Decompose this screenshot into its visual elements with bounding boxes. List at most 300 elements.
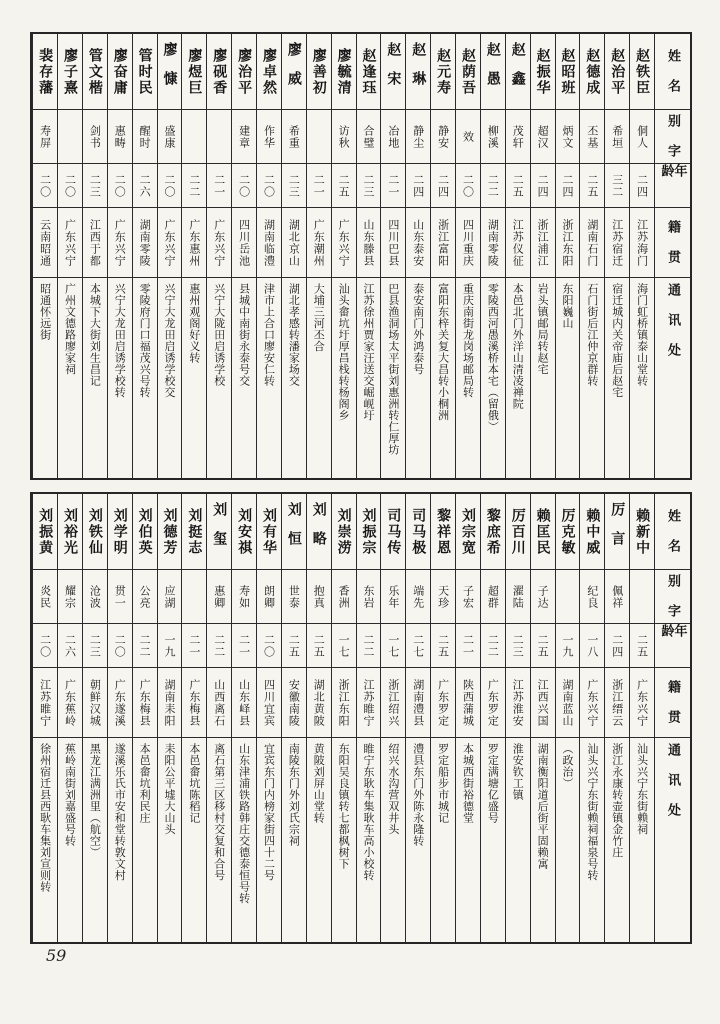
entry-name: 廖卓然 (257, 34, 281, 110)
entry-column (430, 34, 455, 478)
entry-name: 黎祥恩 (431, 494, 455, 570)
entry-column (405, 494, 430, 942)
entry-native-place: 浙江缙云 (605, 668, 629, 738)
entry-name: 刘振宗 (357, 494, 381, 570)
entry-courtesy-name: 冶地 (381, 110, 405, 164)
entry-address: 本城西街裕德堂 (461, 743, 475, 824)
entry-age: 二二 (133, 624, 157, 668)
entry-courtesy-name: 丕基 (580, 110, 604, 164)
entry-name: 赵琳 (406, 34, 430, 110)
entry-courtesy-name: 炳文 (556, 110, 580, 164)
entry-courtesy-name: 合璧 (357, 110, 381, 164)
entry-age: 二二 (481, 164, 505, 208)
entry-native-place: 广东蕉岭 (58, 668, 82, 738)
entry-native-place: 广东兴宁 (207, 208, 231, 278)
entry-name: 廖砚香 (207, 34, 231, 110)
entry-native-place: 湖南澧县 (406, 668, 430, 738)
entry-age: 二一 (381, 164, 405, 208)
entry-native-place: 广东罗定 (481, 668, 505, 738)
entry-column (206, 34, 231, 478)
entry-address: 睢宁东耿车集耿车高小校转 (361, 743, 375, 881)
entry-native-place: 安徽南陵 (282, 668, 306, 738)
entry-address: 澧县东门外陈永隆转 (411, 743, 425, 847)
entry-native-place: 江西兴国 (531, 668, 555, 738)
entry-age: 二七 (406, 624, 430, 668)
entry-address: 本邑畲坑利民庄 (138, 743, 152, 824)
entry-courtesy-name: 作华 (257, 110, 281, 164)
entry-name: 赖中威 (580, 494, 604, 570)
entry-name: 刘有华 (257, 494, 281, 570)
entry-column (57, 34, 82, 478)
entry-courtesy-name: 天珍 (431, 570, 455, 624)
entry-column (331, 494, 356, 942)
entry-native-place: 广东梅县 (133, 668, 157, 738)
entry-courtesy-name: 访秋 (332, 110, 356, 164)
entry-native-place: 江苏仪征 (506, 208, 530, 278)
entry-address: 耒阳公平墟大山头 (162, 743, 176, 835)
entry-address: 山东津浦铁路韩庄交德泰恒号转 (237, 743, 251, 904)
entry-courtesy-name: 濯陆 (506, 570, 530, 624)
entry-column (331, 34, 356, 478)
entry-address: 江苏徐州贾家汪送交崛岘圩 (361, 283, 375, 421)
entry-name: 赵铁臣 (630, 34, 654, 110)
entry-address: （政治） (560, 743, 574, 789)
header-name: 姓 名 (655, 34, 690, 110)
entry-courtesy-name (630, 570, 654, 624)
header-courtesy-name: 别 字 (655, 110, 690, 164)
entry-age: 二六 (58, 624, 82, 668)
entry-column (306, 494, 331, 942)
entry-native-place: 湖南零陵 (481, 208, 505, 278)
entry-courtesy-name: 超汉 (531, 110, 555, 164)
entry-native-place: 四川巴县 (381, 208, 405, 278)
entry-native-place: 广东潮州 (307, 208, 331, 278)
entry-courtesy-name: 侗人 (630, 110, 654, 164)
entry-courtesy-name: 剑书 (83, 110, 107, 164)
entry-native-place: 江西于都 (83, 208, 107, 278)
entry-courtesy-name: 醒时 (133, 110, 157, 164)
entry-native-place: 四川重庆 (456, 208, 480, 278)
entry-name: 廖慷 (158, 34, 182, 110)
entry-name: 刘玺 (207, 494, 231, 570)
header-name: 姓 名 (655, 494, 690, 570)
entry-column (181, 34, 206, 478)
header-courtesy-name: 别 字 (655, 570, 690, 624)
entry-courtesy-name: 静安 (431, 110, 455, 164)
entry-courtesy-name: 朗卿 (257, 570, 281, 624)
entry-native-place: 广东兴宁 (158, 208, 182, 278)
entry-name: 刘安祺 (232, 494, 256, 570)
entry-courtesy-name: 佩祥 (605, 570, 629, 624)
entry-address: 淮安钦工镇 (511, 743, 525, 801)
entry-name: 刘伯英 (133, 494, 157, 570)
entry-address: 巴县渔洞场太平街刘惠洲转仁厚坊 (386, 283, 400, 456)
entry-age: 二三 (357, 164, 381, 208)
entry-address: 黄陂刘屏山堂转 (312, 743, 326, 824)
entry-address: 零陵西河愚溪桥本宅（留俄） (486, 283, 500, 433)
entry-courtesy-name (307, 110, 331, 164)
entry-name: 廖煜巨 (182, 34, 206, 110)
entry-native-place: 江苏睢宁 (33, 668, 57, 738)
entry-address: 汕头兴宁东街赖祠 (635, 743, 649, 835)
entry-column (157, 494, 182, 942)
entry-column (505, 34, 530, 478)
header-address: 通 讯 处 (665, 743, 680, 818)
entry-column (555, 494, 580, 942)
entry-address: 遂溪乐氏市安和堂转敦文村 (113, 743, 127, 881)
entry-column (380, 494, 405, 942)
entry-address: 岩头镇邮局转赵宅 (536, 283, 550, 375)
entry-name: 刘略 (307, 494, 331, 570)
entry-name: 廖毓清 (332, 34, 356, 110)
entry-courtesy-name: 炎民 (33, 570, 57, 624)
entry-address: 广州文德路廖家祠 (63, 283, 77, 375)
entry-age: 二五 (332, 164, 356, 208)
entry-address: 石门街后江仲京群转 (585, 283, 599, 387)
directory-table-top (30, 32, 692, 480)
entry-address: 湖南衡阳道后街平固赖寓 (536, 743, 550, 870)
entry-column (231, 34, 256, 478)
entry-age: 二〇 (108, 164, 132, 208)
entry-courtesy-name: 子宏 (456, 570, 480, 624)
entry-column (256, 494, 281, 942)
entry-name: 刘裕光 (58, 494, 82, 570)
entry-courtesy-name: 耀宗 (58, 570, 82, 624)
entry-age: 二五 (506, 164, 530, 208)
entry-column (82, 34, 107, 478)
entry-age: 二〇 (232, 164, 256, 208)
entry-name: 赵元寿 (431, 34, 455, 110)
entry-address: 兴宁大龙田启诱学校交 (162, 283, 176, 398)
entry-address: 本邑畲坑陈稻记 (187, 743, 201, 824)
entry-name: 廖善初 (307, 34, 331, 110)
entry-age: 二六 (133, 164, 157, 208)
entry-column (32, 34, 57, 478)
entry-age: 二四 (431, 164, 455, 208)
entry-age: 二五 (630, 624, 654, 668)
entry-courtesy-name: 超群 (481, 570, 505, 624)
entry-column (157, 34, 182, 478)
entry-courtesy-name: 贯一 (108, 570, 132, 624)
entry-courtesy-name: 应湖 (158, 570, 182, 624)
table-header-column (654, 494, 690, 942)
entry-name: 厉言 (605, 494, 629, 570)
entry-native-place: 江苏宿迁 (605, 208, 629, 278)
entry-name: 司马极 (406, 494, 430, 570)
entry-address: 津市上合口廖安仁转 (262, 283, 276, 387)
entry-address: 浙江永康转壶镇金竹庄 (610, 743, 624, 858)
entry-name: 赵鑫 (506, 34, 530, 110)
entry-courtesy-name: 纪良 (580, 570, 604, 624)
entry-address: 罗定船步市城记 (436, 743, 450, 824)
entry-name: 赵振华 (531, 34, 555, 110)
entry-column (480, 34, 505, 478)
entry-name: 赵宋 (381, 34, 405, 110)
entry-age: 二五 (531, 624, 555, 668)
entry-native-place: 湖南石门 (580, 208, 604, 278)
entry-age: 二一 (182, 624, 206, 668)
entry-courtesy-name: 世泰 (282, 570, 306, 624)
entry-address: 本邑北门外洋山清凌禅院 (511, 283, 525, 410)
entry-address: 宿迁城内关帝庙后赵宅 (610, 283, 624, 398)
entry-column (604, 34, 629, 478)
entry-address: 绍兴水沟营双井头 (386, 743, 400, 835)
entry-native-place: 四川岳池 (232, 208, 256, 278)
header-address: 通 讯 处 (665, 283, 680, 358)
entry-courtesy-name: 寿如 (232, 570, 256, 624)
entry-age: 二四 (630, 164, 654, 208)
entry-name: 赖新中 (630, 494, 654, 570)
entry-column (32, 494, 57, 942)
entry-courtesy-name (58, 110, 82, 164)
entry-name: 廖治平 (232, 34, 256, 110)
header-age: 年 龄 (655, 164, 690, 208)
entry-column (57, 494, 82, 942)
entry-native-place: 陕西蒲城 (456, 668, 480, 738)
entry-name: 刘崇涝 (332, 494, 356, 570)
entry-address: 宜宾东门内榜家街四十二号 (262, 743, 276, 881)
entry-courtesy-name: 寿屏 (33, 110, 57, 164)
entry-age: 一八 (580, 624, 604, 668)
entry-address: 兴宁大陇田启诱学校 (212, 283, 226, 387)
entry-courtesy-name (182, 110, 206, 164)
entry-column (579, 494, 604, 942)
entry-address: 海门虹桥镇泰山堂转 (635, 283, 649, 387)
entry-age: 二四 (406, 164, 430, 208)
entry-native-place: 湖北黄陂 (307, 668, 331, 738)
entry-age: 三二 (605, 164, 629, 208)
entry-address: 汕头畲坑圩厚昌栈转杨阁乡 (337, 283, 351, 421)
entry-courtesy-name: 惠畴 (108, 110, 132, 164)
entry-native-place: 浙江浦江 (531, 208, 555, 278)
entry-native-place: 山东峄县 (232, 668, 256, 738)
directory-table-bottom (30, 492, 692, 944)
entry-native-place: 山西离石 (207, 668, 231, 738)
entry-address: 重庆南街龙岗场邮局转 (461, 283, 475, 398)
entry-age: 二四 (531, 164, 555, 208)
entry-name: 裴存藩 (33, 34, 57, 110)
entry-courtesy-name (182, 570, 206, 624)
entry-name: 刘学明 (108, 494, 132, 570)
entry-address: 泰安南门外鸿泰号 (411, 283, 425, 375)
entry-address: 零陵府门口福茂兴号转 (138, 283, 152, 398)
entry-column (455, 494, 480, 942)
entry-courtesy-name: 茂轩 (506, 110, 530, 164)
entry-courtesy-name: 东岩 (357, 570, 381, 624)
entry-name: 管时民 (133, 34, 157, 110)
entry-name: 厉克敏 (556, 494, 580, 570)
entry-column (256, 34, 281, 478)
entry-name: 廖子熹 (58, 34, 82, 110)
entry-native-place: 广东兴宁 (332, 208, 356, 278)
header-age: 年 龄 (655, 624, 690, 668)
header-native-place: 籍 贯 (655, 668, 690, 738)
entry-age: 二〇 (33, 164, 57, 208)
entry-age: 一七 (381, 624, 405, 668)
entry-native-place: 广东遂溪 (108, 668, 132, 738)
entry-column (530, 34, 555, 478)
entry-age: 一七 (332, 624, 356, 668)
entry-column (430, 494, 455, 942)
entry-name: 赖匡民 (531, 494, 555, 570)
entry-native-place: 浙江东阳 (332, 668, 356, 738)
entry-name: 刘恒 (282, 494, 306, 570)
entry-name: 管文楷 (83, 34, 107, 110)
entry-native-place: 广东兴宁 (108, 208, 132, 278)
entry-courtesy-name: 子达 (531, 570, 555, 624)
entry-address: 徐州宿迁县西耿车集刘宣则转 (38, 743, 52, 893)
entry-native-place: 浙江东阳 (556, 208, 580, 278)
entry-native-place: 云南昭通 (33, 208, 57, 278)
entry-address: 湖北孝感转潘家场交 (287, 283, 301, 387)
entry-age: 二三 (506, 624, 530, 668)
entry-native-place: 广东梅县 (182, 668, 206, 738)
entry-age: 二二 (207, 624, 231, 668)
entry-name: 赵治平 (605, 34, 629, 110)
entry-age: 一九 (556, 624, 580, 668)
entry-address: 罗定满塘亿盛号 (486, 743, 500, 824)
entry-address: 黑龙江满洲里（航空） (88, 743, 102, 858)
entry-column (604, 494, 629, 942)
entry-address: 离石第三区移村交复和合号 (212, 743, 226, 881)
entry-name: 赵愚 (481, 34, 505, 110)
entry-column (206, 494, 231, 942)
entry-name: 刘挺志 (182, 494, 206, 570)
entry-name: 廖奋庸 (108, 34, 132, 110)
entry-native-place: 广东惠州 (182, 208, 206, 278)
entry-column (181, 494, 206, 942)
entry-age: 二五 (431, 624, 455, 668)
entry-courtesy-name: 建章 (232, 110, 256, 164)
entry-native-place: 浙江富阳 (431, 208, 455, 278)
entry-native-place: 江苏睢宁 (357, 668, 381, 738)
entry-courtesy-name: 乐年 (381, 570, 405, 624)
entry-age: 二〇 (108, 624, 132, 668)
entry-name: 赵荫吾 (456, 34, 480, 110)
entry-address: 本城下大街刘生昌记 (88, 283, 102, 387)
entry-courtesy-name: 公亮 (133, 570, 157, 624)
entry-native-place: 广东兴宁 (630, 668, 654, 738)
entry-age: 二〇 (158, 164, 182, 208)
entry-address: 东阳巍山 (560, 283, 574, 329)
entry-column (629, 494, 654, 942)
entry-address: 南陵东门外刘氏宗祠 (287, 743, 301, 847)
entry-name: 赵逢珏 (357, 34, 381, 110)
entry-age: 二三 (282, 164, 306, 208)
entry-column (629, 34, 654, 478)
entry-age: 二〇 (257, 164, 281, 208)
entry-column (380, 34, 405, 478)
entry-column (132, 494, 157, 942)
entry-column (480, 494, 505, 942)
entry-age: 二〇 (257, 624, 281, 668)
entry-native-place: 山东滕县 (357, 208, 381, 278)
entry-address: 县城中南街永泰号交 (237, 283, 251, 387)
entry-native-place: 江苏淮安 (506, 668, 530, 738)
entry-column (82, 494, 107, 942)
entry-column (281, 34, 306, 478)
entry-age: 二一 (207, 164, 231, 208)
entry-courtesy-name: 效 (456, 110, 480, 164)
entry-address: 富阳东梓关复大昌转小桐洲 (436, 283, 450, 421)
entry-native-place: 广东兴宁 (580, 668, 604, 738)
entry-name: 司马传 (381, 494, 405, 570)
entry-age: 一九 (158, 624, 182, 668)
entry-column (356, 34, 381, 478)
entry-age: 二五 (580, 164, 604, 208)
entry-age: 二五 (282, 624, 306, 668)
entry-native-place: 湖北京山 (282, 208, 306, 278)
entry-column (530, 494, 555, 942)
entry-column (455, 34, 480, 478)
entry-age: 二一 (456, 624, 480, 668)
entry-column (306, 34, 331, 478)
entry-courtesy-name: 抱真 (307, 570, 331, 624)
entry-column (231, 494, 256, 942)
entry-column (107, 34, 132, 478)
entry-name: 刘宗宽 (456, 494, 480, 570)
entry-name: 刘振黄 (33, 494, 57, 570)
entry-courtesy-name: 希垣 (605, 110, 629, 164)
entry-name: 廖威 (282, 34, 306, 110)
entry-age: 二二 (357, 624, 381, 668)
entry-name: 黎庶希 (481, 494, 505, 570)
entry-native-place: 湖南蓝山 (556, 668, 580, 738)
entry-address: 惠州观阁好义转 (187, 283, 201, 364)
entry-courtesy-name: 端先 (406, 570, 430, 624)
header-native-place: 籍 贯 (655, 208, 690, 278)
entry-name: 赵昭班 (556, 34, 580, 110)
entry-name: 刘德芳 (158, 494, 182, 570)
entry-address: 昭通怀远街 (38, 283, 52, 341)
entry-native-place: 广东兴宁 (58, 208, 82, 278)
entry-courtesy-name: 静尘 (406, 110, 430, 164)
entry-age: 二〇 (456, 164, 480, 208)
entry-address: 蕉岭南街刘嘉盛号转 (63, 743, 77, 847)
entry-age: 二五 (307, 624, 331, 668)
entry-age: 二二 (481, 624, 505, 668)
entry-address: 大埔三河丕合 (312, 283, 326, 352)
entry-address: 兴宁大龙田启诱学校转 (113, 283, 127, 398)
entry-age: 二〇 (58, 164, 82, 208)
table-header-column (654, 34, 690, 478)
page-number: 59 (46, 946, 67, 965)
entry-courtesy-name: 柳溪 (481, 110, 505, 164)
entry-address: 汕头兴宁东街赖祠福泉号转 (585, 743, 599, 881)
entry-name: 刘铁仙 (83, 494, 107, 570)
entry-native-place: 四川宜宾 (257, 668, 281, 738)
entry-column (107, 494, 132, 942)
entry-native-place: 江苏海门 (630, 208, 654, 278)
entry-column (356, 494, 381, 942)
entry-name: 赵德成 (580, 34, 604, 110)
entry-column (555, 34, 580, 478)
entry-native-place: 湖南零陵 (133, 208, 157, 278)
entry-age: 二四 (605, 624, 629, 668)
entry-courtesy-name: 希重 (282, 110, 306, 164)
entry-courtesy-name (556, 570, 580, 624)
entry-age: 二四 (556, 164, 580, 208)
entry-native-place: 湖南耒阳 (158, 668, 182, 738)
entry-courtesy-name (207, 110, 231, 164)
entry-native-place: 山东泰安 (406, 208, 430, 278)
entry-age: 二三 (83, 624, 107, 668)
entry-column (579, 34, 604, 478)
entry-column (132, 34, 157, 478)
entry-age: 二三 (83, 164, 107, 208)
entry-age: 二二 (182, 164, 206, 208)
entry-column (505, 494, 530, 942)
